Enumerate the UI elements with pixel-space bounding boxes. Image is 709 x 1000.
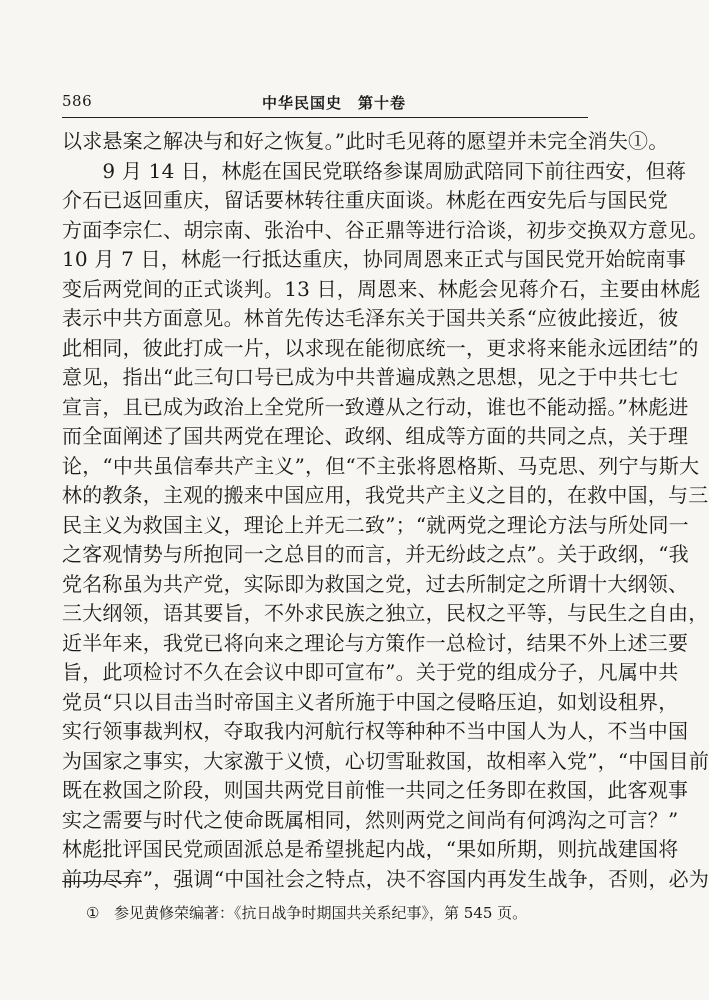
text-line: 为国家之事实，大家激于义愤，心切雪耻救国，故相率入党”，“中国目前 <box>62 748 709 773</box>
text-line: 既在救国之阶段，则国共两党目前惟一共同之任务即在救国，此客观事 <box>62 778 689 802</box>
text-line: 前功尽弃”，强调“中国社会之特点，决不容国内再发生战争，否则，必为 <box>62 866 709 891</box>
text-line: 意见，指出“此三句口号已成为中共普遍成熟之思想，见之于中共七七 <box>62 365 679 389</box>
header-rule <box>62 117 588 118</box>
footnote-rule <box>62 881 142 882</box>
text-line: 变后两党间的正式谈判。13 日，周恩来、林彪会见蒋介石，主要由林彪 <box>62 276 701 301</box>
text-line: 林的教条，主观的搬来中国应用，我党共产主义之目的，在救中国，与三 <box>62 483 709 507</box>
text-line: 介石已返回重庆，留话要林转往重庆面谈。林彪在西安先后与国民党 <box>62 188 668 212</box>
text-line: 表示中共方面意见。林首先传达毛泽东关于国共关系“应彼此接近，彼 <box>62 306 679 330</box>
text-line: 宣言，且已成为政治上全党所一致遵从之行动，谁也不能动摇。”林彪进 <box>62 394 689 419</box>
running-title: 中华民国史 第十卷 <box>262 94 407 112</box>
text-line: 党名称虽为共产党，实际即为救国之党，过去所制定之所谓十大纲领、 <box>62 571 689 596</box>
text-line: 10 月 7 日，林彪一行抵达重庆，协同周恩来正式与国民党开始皖南事 <box>62 247 687 271</box>
text-line: 党员“只以目击当时帝国主义者所施于中国之侵略压迫，如划设租界， <box>62 689 679 714</box>
text-line: 旨，此项检讨不久在会议中即可宣布”。关于党的组成分子，凡属中共 <box>62 660 679 684</box>
page-header <box>62 92 588 114</box>
text-line: 此相同，彼此打成一片，以求现在能彻底统一，更求将来能永远团结”的 <box>62 335 699 360</box>
text-line: 之客观情势与所抱同一之总目的而言，并无纷歧之点”。关于政纲，“我 <box>62 542 689 566</box>
text-line: 而全面阐述了国共两党在理论、政纲、组成等方面的共同之点，关于理 <box>62 424 689 448</box>
text-line: 论，“中共虽信奉共产主义”，但“不主张将恩格斯、马克思、列宁与斯大 <box>62 453 700 478</box>
text-line: 方面李宗仁、胡宗南、张治中、谷正鼎等进行洽谈，初步交换双方意见。 <box>62 217 709 242</box>
text-line: 9 月 14 日，林彪在国民党联络参谋周励武陪同下前往西安，但蒋 <box>62 158 687 183</box>
text-line: 近半年来，我党已将向来之理论与方策作一总检讨，结果不外上述三要 <box>62 630 689 655</box>
text-line: 三大纲领，语其要旨，不外求民族之独立，民权之平等，与民生之自由， <box>62 601 709 625</box>
body-text <box>62 127 709 894</box>
text-line: 以求悬案之解决与和好之恢复。”此时毛见蒋的愿望并未完全消失①。 <box>62 129 669 153</box>
text-line: 林彪批评国民党顽固派总是希望挑起内战，“果如所期，则抗战建国将 <box>62 837 679 861</box>
footnote-mark: ① <box>86 904 100 922</box>
footnote <box>62 902 588 923</box>
text-line: 实行领事裁判权，夺取我内河航行权等种种不当中国人为人，不当中国 <box>62 719 689 743</box>
text-line: 实之需要与时代之使命既属相同，然则两党之间尚有何鸿沟之可言？” <box>62 807 679 832</box>
footnote-text: 参见黄修荣编著：《抗日战争时期国共关系纪事》，第 545 页。 <box>114 904 528 922</box>
page-number: 586 <box>62 92 93 110</box>
text-line: 民主义为救国主义，理论上并无二致”；“就两党之理论方法与所处同一 <box>62 512 689 537</box>
